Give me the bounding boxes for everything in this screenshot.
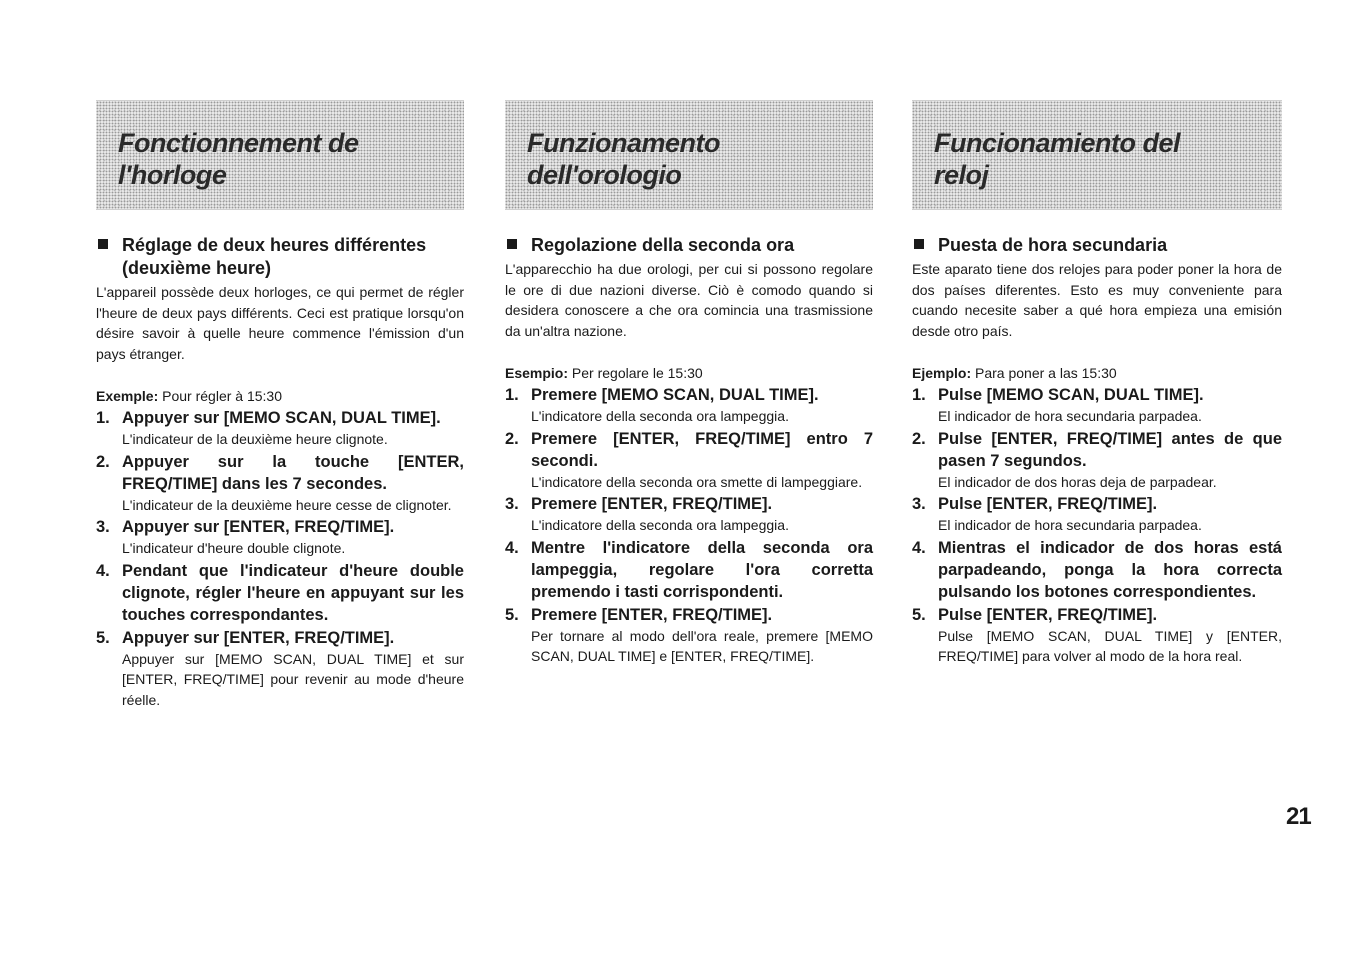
step-number: 3. <box>912 495 926 513</box>
step-description: L'indicateur de la deuxième heure cesse de clignoter. <box>122 496 452 513</box>
page-number: 21 <box>1286 803 1311 830</box>
step-description: El indicador de hora secundaria parpadea. <box>938 517 1202 533</box>
step-number: 5. <box>912 605 926 624</box>
step-title: Appuyer sur [MEMO SCAN, DUAL TIME]. <box>122 409 441 427</box>
section-heading: Puesta de hora secundaria <box>912 234 1282 257</box>
step-title: Appuyer sur [ENTER, FREQ/TIME]. <box>122 518 395 536</box>
step-item <box>912 493 1282 536</box>
step-title: Appuyer sur la touche [ENTER, FREQ/TIME] dans les 7 secondes. <box>122 452 464 493</box>
step-number: 3. <box>96 518 110 536</box>
example-label: Esempio: <box>505 365 569 381</box>
step-number: 4. <box>505 538 519 557</box>
example-line <box>96 386 464 406</box>
step-description: L'indicatore della seconda ora lampeggia. <box>531 517 789 533</box>
step-item <box>96 407 464 450</box>
step-description: L'indicatore della seconda ora lampeggia. <box>531 408 789 424</box>
banner-title: Funcionamiento del reloj <box>934 128 1181 190</box>
step-number: 2. <box>505 429 519 448</box>
example-line <box>912 363 1282 383</box>
intro-paragraph: L'apparecchio ha due orologi, per cui si possono regolare le ore di due nazioni diverse. Ciò è comodo quando si desidera conoscere a che ora comincia una trasmissione da un'altra nazione. <box>505 261 873 339</box>
step-number: 3. <box>505 495 519 513</box>
section-banner <box>96 100 464 210</box>
step-number: 1. <box>96 409 110 427</box>
step-description: L'indicateur d'heure double clignote. <box>122 540 346 556</box>
step-description: L'indicateur de la deuxième heure clignote. <box>122 431 388 447</box>
step-item <box>96 516 464 559</box>
square-bullet-icon <box>914 239 924 249</box>
step-title: Premere [ENTER, FREQ/TIME] entro 7 secondi. <box>531 429 873 470</box>
example-text: Para poner a las 15:30 <box>975 365 1117 381</box>
step-number: 2. <box>96 452 110 471</box>
example-text: Per regolare le 15:30 <box>571 365 703 381</box>
step-title: Appuyer sur [ENTER, FREQ/TIME]. <box>122 628 395 647</box>
steps-list <box>912 384 1282 667</box>
example-text: Pour régler à 15:30 <box>162 388 282 404</box>
column-italian <box>505 100 873 667</box>
step-item <box>505 493 873 536</box>
step-title: Pulse [ENTER, FREQ/TIME]. <box>938 605 1158 624</box>
step-item <box>505 384 873 427</box>
step-description: El indicador de dos horas deja de parpadear. <box>938 473 1217 490</box>
step-description: El indicador de hora secundaria parpadea. <box>938 408 1202 424</box>
section-banner <box>505 100 873 210</box>
section-heading: Réglage de deux heures différentes (deuxième heure) <box>96 234 464 280</box>
example-label: Exemple: <box>96 388 159 404</box>
square-bullet-icon <box>98 239 108 249</box>
intro-paragraph: Este aparato tiene dos relojes para poder poner la hora de dos países diferentes. Esto es muy conveniente para cuando necesite saber a qué hora empieza una emisión desde otro país. <box>912 261 1282 339</box>
step-item <box>96 451 464 516</box>
section-banner <box>912 100 1282 210</box>
column-spanish <box>912 100 1282 667</box>
step-number: 4. <box>96 561 110 580</box>
step-description: Appuyer sur [MEMO SCAN, DUAL TIME] et sur [ENTER, FREQ/TIME] pour revenir au mode d'heure réelle. <box>122 650 464 708</box>
step-title: Pulse [MEMO SCAN, DUAL TIME]. <box>938 386 1204 404</box>
step-item <box>505 604 873 667</box>
step-title: Mientras el indicador de dos horas está parpadeando, ponga la hora correcta pulsando los botones correspondientes. <box>938 538 1282 601</box>
step-number: 4. <box>912 538 926 557</box>
step-number: 1. <box>505 386 519 404</box>
step-title: Pulse [ENTER, FREQ/TIME] antes de que pasen 7 segundos. <box>938 429 1282 470</box>
step-number: 5. <box>96 628 110 647</box>
steps-list <box>96 407 464 710</box>
example-label: Ejemplo: <box>912 365 972 381</box>
step-description: Per tornare al modo dell'ora reale, premere [MEMO SCAN, DUAL TIME] e [ENTER, FREQ/TIME]. <box>531 627 873 664</box>
step-title: Premere [MEMO SCAN, DUAL TIME]. <box>531 386 819 404</box>
step-title: Pulse [ENTER, FREQ/TIME]. <box>938 495 1158 513</box>
step-title: Pendant que l'indicateur d'heure double clignote, régler l'heure en appuyant sur les touches correspondantes. <box>122 561 464 624</box>
square-bullet-icon <box>507 239 517 249</box>
step-description: Pulse [MEMO SCAN, DUAL TIME] y [ENTER, FREQ/TIME] para volver al modo de la hora real. <box>938 627 1282 664</box>
step-title: Mentre l'indicatore della seconda ora lampeggia, regolare l'ora corretta premendo i tasti corrispondenti. <box>531 538 873 601</box>
example-line <box>505 363 873 383</box>
section-heading: Regolazione della seconda ora <box>505 234 873 257</box>
intro-paragraph: L'appareil possède deux horloges, ce qui permet de régler l'heure de deux pays différents. Ceci est pratique lorsqu'on désire savoir à quelle heure commence l'émission d'un pays étranger. <box>96 284 464 362</box>
step-item <box>96 627 464 711</box>
steps-list <box>505 384 873 667</box>
banner-title: Fonctionnement de l'horloge <box>118 128 359 190</box>
step-item <box>96 560 464 626</box>
step-description: L'indicatore della seconda ora smette di lampeggiare. <box>531 473 863 490</box>
banner-title: Funzionamento dell'orologio <box>527 128 720 190</box>
step-number: 2. <box>912 429 926 448</box>
step-title: Premere [ENTER, FREQ/TIME]. <box>531 495 773 513</box>
step-number: 5. <box>505 605 519 624</box>
step-item <box>912 537 1282 603</box>
step-item <box>912 428 1282 493</box>
step-item <box>505 537 873 603</box>
step-number: 1. <box>912 386 926 404</box>
column-french <box>96 100 464 710</box>
step-item <box>505 428 873 493</box>
step-item <box>912 384 1282 427</box>
step-title: Premere [ENTER, FREQ/TIME]. <box>531 605 773 624</box>
step-item <box>912 604 1282 667</box>
